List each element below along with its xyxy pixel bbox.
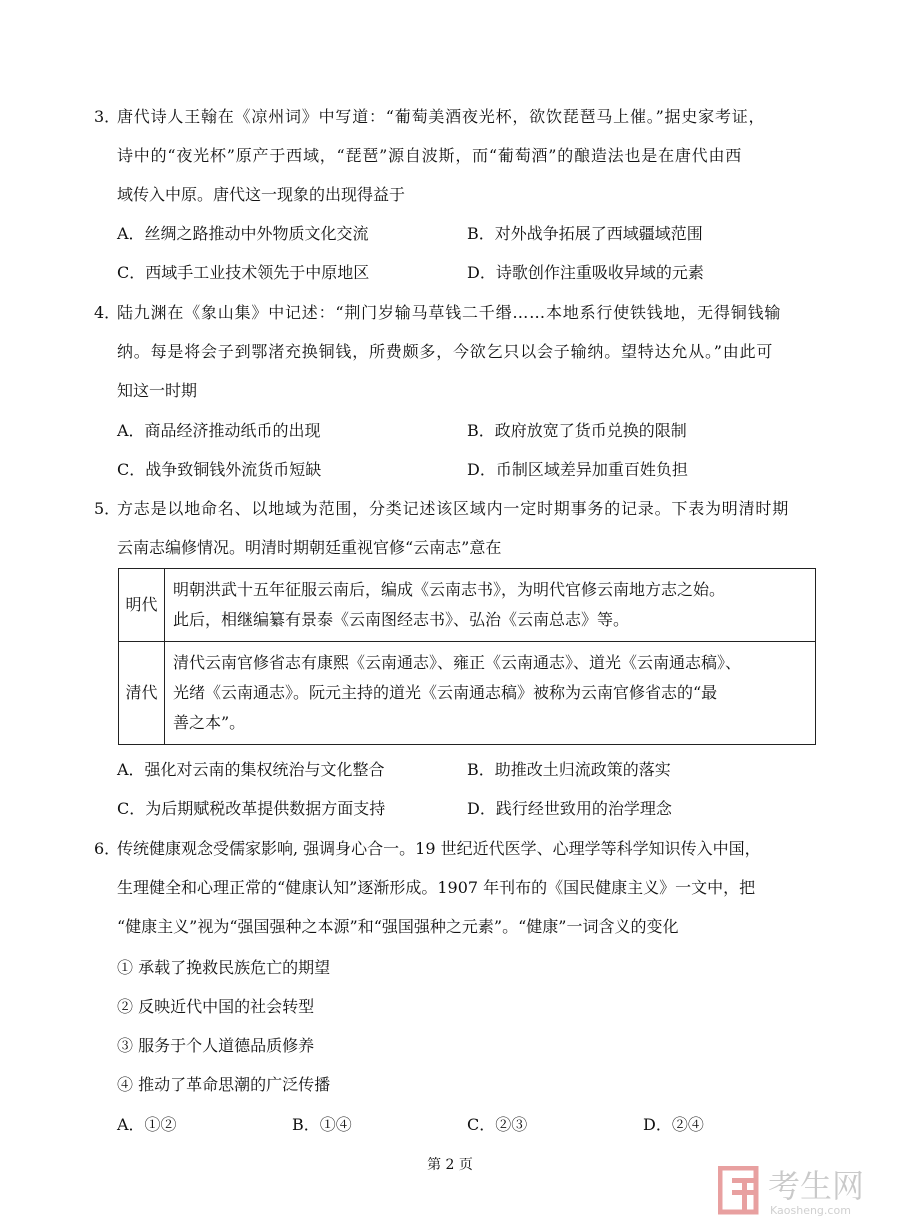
description-line: 此后，相继编纂有景泰《云南图经志书》、弘治《云南总志》等。 xyxy=(173,610,630,629)
description-line: 光绪《云南通志》。阮元主持的道光《云南通志稿》被称为云南官修省志的“最 xyxy=(173,683,718,702)
option-b: B．助推改土归流政策的落实 xyxy=(467,760,671,779)
statement-item: ③ 服务于个人道德品质修养 xyxy=(117,1036,315,1055)
question-stem-line: 唐代诗人王翰在《凉州词》中写道：“葡萄美酒夜光杯，欲饮琵琶马上催。”据史家考证， xyxy=(117,107,766,126)
question-number: 5． xyxy=(94,499,121,518)
statement-item: ② 反映近代中国的社会转型 xyxy=(117,997,315,1016)
watermark-logo-icon xyxy=(718,1166,762,1218)
watermark xyxy=(718,1166,888,1222)
description-line: 明朝洪武十五年征服云南后，编成《云南志书》，为明代官修云南地方志之始。 xyxy=(173,580,726,599)
question-number: 6． xyxy=(94,839,121,858)
option-c: C．②③ xyxy=(467,1115,528,1134)
option-d: D．②④ xyxy=(643,1115,704,1134)
question-stem-line: 方志是以地命名、以地域为范围，分类记述该区域内一定时期事务的记录。下表为明清时期 xyxy=(117,499,790,518)
option-d: D．币制区域差异加重百姓负担 xyxy=(467,460,688,479)
question-stem-line: 陆九渊在《象山集》中记述：“荆门岁输马草钱二千缗……本地系行使铁钱地，无得铜钱输 xyxy=(117,303,782,322)
option-a: A．①② xyxy=(117,1115,177,1134)
question-stem-line: 域传入中原。唐代这一现象的出现得益于 xyxy=(117,185,406,204)
option-b: B．①④ xyxy=(292,1115,352,1134)
era-cell: 明代 xyxy=(119,569,165,642)
question-stem-line: 传统健康观念受儒家影响, 强调身心合一。19 世纪近代医学、心理学等科学知识传入中国， xyxy=(117,839,761,858)
table-row xyxy=(119,569,816,642)
watermark-text: 考生网 xyxy=(768,1167,865,1205)
question-stem-line: 诗中的“夜光杯”原产于西域，“琵琶”源自波斯，而“葡萄酒”的酿造法也是在唐代由西 xyxy=(117,146,743,165)
question-stem-line: 知这一时期 xyxy=(117,381,198,400)
option-c: C．为后期赋税改革提供数据方面支持 xyxy=(117,799,386,818)
question-stem-line: “健康主义”视为“强国强种之本源”和“强国强种之元素”。“健康”一词含义的变化 xyxy=(117,917,679,936)
table-row xyxy=(119,642,816,745)
description-line: 清代云南官修省志有康熙《云南通志》、雍正《云南通志》、道光《云南通志稿》、 xyxy=(173,653,742,672)
option-c: C．战争致铜钱外流货币短缺 xyxy=(117,460,322,479)
option-d: D．践行经世致用的治学理念 xyxy=(467,799,672,818)
option-b: B．政府放宽了货币兑换的限制 xyxy=(467,421,687,440)
description-cell xyxy=(165,642,816,745)
era-cell: 清代 xyxy=(119,642,165,745)
option-a: A．商品经济推动纸币的出现 xyxy=(117,421,321,440)
question-stem-line: 生理健全和心理正常的“健康认知”逐渐形成。1907 年刊布的《国民健康主义》一文中，把 xyxy=(117,878,756,897)
option-b: B．对外战争拓展了西域疆域范围 xyxy=(467,224,703,243)
description-line: 善之本”。 xyxy=(173,713,246,732)
question-stem-line: 云南志编修情况。明清时期朝廷重视官修“云南志”意在 xyxy=(117,538,502,557)
option-a: A．强化对云南的集权统治与文化整合 xyxy=(117,760,385,779)
yunnan-gazetteer-table xyxy=(118,568,816,745)
statement-item: ④ 推动了革命思潮的广泛传播 xyxy=(117,1075,331,1094)
description-cell xyxy=(165,569,816,642)
option-d: D．诗歌创作注重吸收异域的元素 xyxy=(467,263,704,282)
option-c: C．西域手工业技术领先于中原地区 xyxy=(117,263,370,282)
option-a: A．丝绸之路推动中外物质文化交流 xyxy=(117,224,369,243)
statement-item: ① 承载了挽救民族危亡的期望 xyxy=(117,958,331,977)
question-number: 4． xyxy=(94,303,121,322)
page-number: 第 2 页 xyxy=(427,1157,473,1173)
question-stem-line: 纳。每是将会子到鄂渚充换铜钱，所费颇多，今欲乞只以会子输纳。望特达允从。”由此可 xyxy=(117,342,774,361)
question-number: 3． xyxy=(94,107,121,126)
watermark-subtext: Kaosheng.com xyxy=(770,1204,851,1217)
